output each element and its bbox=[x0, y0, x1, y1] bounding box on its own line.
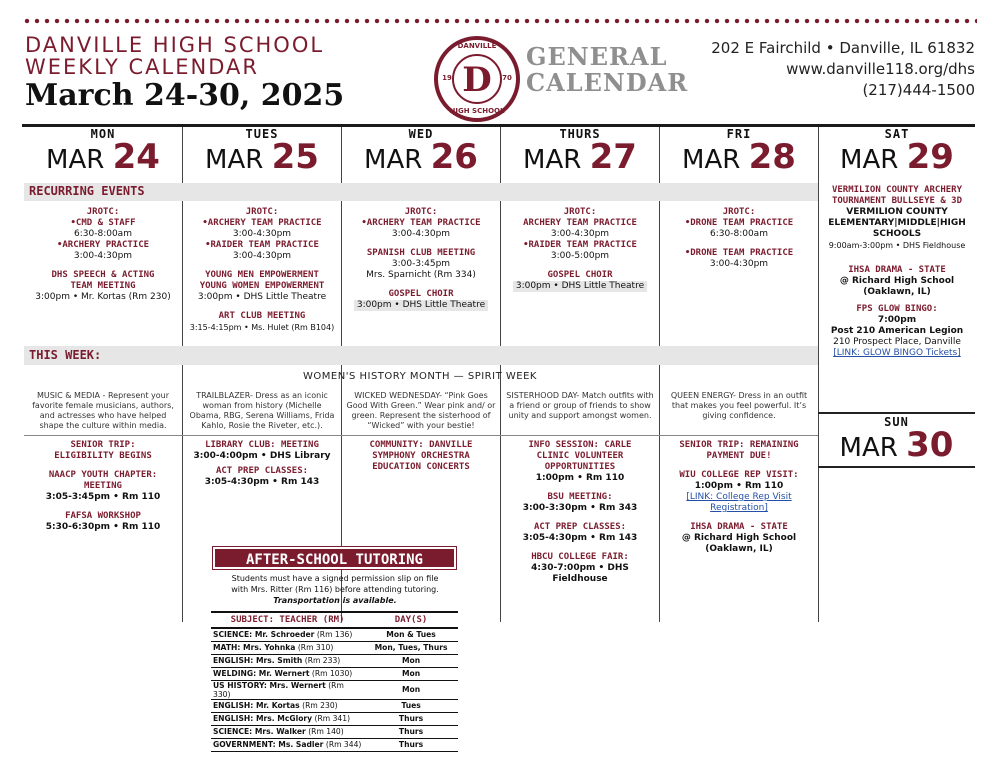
week-mon: SENIOR TRIP: ELIGIBILITY BEGINS NAACP YOUTH CHAPTER: MEETING 3:05-3:45pm • Rm 110 FAFSA WORKSHOP 5:30-6:30pm • Rm 110 bbox=[45, 440, 161, 532]
week-wed: COMMUNITY: DANVILLE SYMPHONY ORCHESTRA EDUCATION CONCERTS bbox=[369, 440, 473, 472]
day-header-sun: SUN MAR 30 bbox=[839, 415, 954, 465]
table-row: SCIENCE: Mr. Schroeder (Rm 136) Mon & Tues bbox=[211, 628, 458, 641]
tutoring-table bbox=[211, 611, 458, 752]
general-calendar-title: GENERAL CALENDAR bbox=[526, 42, 689, 97]
day-header-sat: SAT MAR 29 bbox=[840, 127, 954, 177]
theme-wed: WICKED WEDNESDAY- “Pink Goes Good With Green.” Wear pink and/ or green. Represent the sisterhood of “Wicked” with your bestie! bbox=[346, 391, 496, 430]
theme-rule bbox=[24, 435, 818, 436]
week-fri: SENIOR TRIP: REMAINING PAYMENT DUE! WIU COLLEGE REP VISIT: 1:00pm • Rm 110 [LINK: College Rep Visit Registration] IHSA DRAMA - STATE @ Richard High School (Oaklawn, IL) bbox=[662, 440, 816, 555]
school-website[interactable]: www.danville118.org/dhs bbox=[786, 60, 975, 78]
table-row: ENGLISH: Mr. Kortas (Rm 230) Tues bbox=[211, 699, 458, 712]
recurring-events-band: RECURRING EVENTS bbox=[24, 183, 818, 201]
tutoring-description: Students must have a signed permission slip on file with Mrs. Ritter (Rm 116) before attending tutoring. Transportation is available. bbox=[231, 574, 439, 605]
tutoring-title: AFTER-SCHOOL TUTORING bbox=[213, 547, 456, 569]
school-phone: (217)444-1500 bbox=[862, 81, 975, 99]
week-thu: INFO SESSION: CARLE CLINIC VOLUNTEER OPPORTUNITIES 1:00pm • Rm 110 BSU MEETING: 3:00-3:30pm • Rm 343 ACT PREP CLASSES: 3:05-4:30pm • Rm 143 HBCU COLLEGE FAIR: 4:30-7:00pm • DHS Fieldhouse bbox=[522, 440, 638, 584]
day-header-mon: MON MAR 24 bbox=[46, 127, 160, 177]
dotted-border bbox=[22, 18, 977, 24]
page-title: March 24-30, 2025 bbox=[25, 78, 345, 113]
theme-thu: SISTERHOOD DAY- Match outfits with a friend or group of friends to show unity and support amongst women. bbox=[506, 391, 654, 420]
recurring-thu: JROTC: ARCHERY TEAM PRACTICE 3:00-4:30pm •RAIDER TEAM PRACTICE 3:00-5:00pm GOSPEL CHOIR 3:00pm • DHS Little Theatre bbox=[503, 207, 657, 292]
sat-sun-divider bbox=[818, 412, 975, 414]
spirit-week-title: WOMEN'S HISTORY MONTH — SPIRIT WEEK bbox=[303, 371, 537, 382]
table-row: GOVERNMENT: Ms. Sadler (Rm 344) Thurs bbox=[211, 738, 458, 751]
recurring-fri: JROTC: •DRONE TEAM PRACTICE 6:30-8:00am •DRONE TEAM PRACTICE 3:00-4:30pm bbox=[684, 207, 794, 269]
week-tue: LIBRARY CLUB: MEETING 3:00-4:00pm • DHS Library ACT PREP CLASSES: 3:05-4:30pm • Rm 143 bbox=[193, 440, 331, 487]
col-days: DAY(S) bbox=[364, 612, 458, 628]
this-week-band: THIS WEEK: bbox=[24, 346, 818, 365]
day-header-thu: THURS MAR 27 bbox=[523, 127, 637, 177]
day-header-fri: FRI MAR 28 bbox=[682, 127, 796, 177]
table-row: ENGLISH: Mrs. Smith (Rm 233) Mon bbox=[211, 654, 458, 667]
recurring-mon: JROTC: •CMD & STAFF 6:30-8:00am •ARCHERY PRACTICE 3:00-4:30pm DHS SPEECH & ACTING TEAM MEETING 3:00pm • Mr. Kortas (Rm 230) bbox=[35, 207, 171, 302]
grid-line bbox=[659, 127, 660, 622]
theme-tue: TRAILBLAZER- Dress as an iconic woman from history (Michelle Obama, RBG, Serena Williams, Frida Kahlo, Rosie the Riveter, etc.). bbox=[189, 391, 335, 430]
day-header-tue: TUES MAR 25 bbox=[205, 127, 319, 177]
theme-mon: MUSIC & MEDIA - Represent your favorite female musicians, authors, and actresses who have helped shape the culture within media. bbox=[32, 391, 174, 430]
school-logo: DANVILLE D 19 70 HIGH SCHOOL bbox=[434, 36, 520, 122]
school-address: 202 E Fairchild • Danville, IL 61832 bbox=[711, 39, 975, 57]
school-name: DANVILLE HIGH SCHOOL WEEKLY CALENDAR bbox=[25, 33, 325, 79]
header-rule bbox=[22, 124, 975, 127]
theme-fri: QUEEN ENERGY- Dress in an outfit that makes you feel powerful. It’s giving confidence. bbox=[670, 391, 808, 420]
grid-line bbox=[818, 127, 819, 622]
table-row: WELDING: Mr. Wernert (Rm 1030) Mon bbox=[211, 667, 458, 680]
table-row: US HISTORY: Mrs. Wernert (Rm 330) Mon bbox=[211, 680, 458, 699]
college-rep-link[interactable]: [LINK: College Rep Visit Registration] bbox=[686, 492, 792, 513]
table-row: ENGLISH: Mrs. McGlory (Rm 341) Thurs bbox=[211, 712, 458, 725]
table-row: MATH: Mrs. Yohnka (Rm 310) Mon, Tues, Thurs bbox=[211, 641, 458, 654]
table-row: SCIENCE: Mrs. Walker (Rm 140) Thurs bbox=[211, 725, 458, 738]
day-header-wed: WED MAR 26 bbox=[364, 127, 478, 177]
sun-rule bbox=[818, 466, 975, 468]
saturday-events: VERMILION COUNTY ARCHERY TOURNAMENT BULLSEYE & 3D VERMILION COUNTY ELEMENTARY|MIDDLE|HIGH SCHOOLS 9:00am-3:00pm • DHS Fieldhouse IHSA DRAMA - STATE @ Richard High School (Oaklawn, IL) FPS GLOW BINGO: 7:00pm Post 210 American Legion 210 Prospect Place, Danville [LINK: GLOW BINGO Tickets] bbox=[820, 185, 974, 359]
recurring-tue: JROTC: •ARCHERY TEAM PRACTICE 3:00-4:30pm •RAIDER TEAM PRACTICE 3:00-4:30pm YOUNG MEN EMPOWERMENT YOUNG WOMEN EMPOWERMENT 3:00pm • DHS Little Theatre ART CLUB MEETING 3:15-4:15pm • Ms. Hulet (Rm B104) bbox=[189, 207, 335, 332]
school-contact bbox=[711, 38, 975, 101]
glow-bingo-link[interactable]: [LINK: GLOW BINGO Tickets] bbox=[833, 348, 961, 358]
col-subject: SUBJECT: TEACHER (RM) bbox=[211, 612, 364, 628]
recurring-wed: JROTC: •ARCHERY TEAM PRACTICE 3:00-4:30pm SPANISH CLUB MEETING 3:00-3:45pm Mrs. Sparnicht (Rm 334) GOSPEL CHOIR 3:00pm • DHS Little Theatre bbox=[344, 207, 498, 311]
